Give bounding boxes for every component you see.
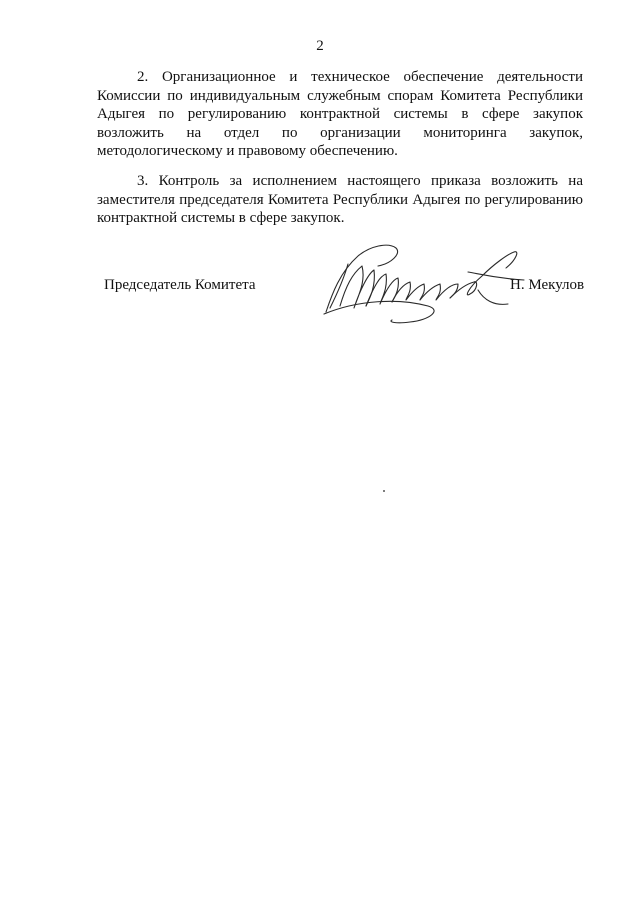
page-number: 2	[316, 38, 324, 54]
signer-title: Председатель Комитета	[104, 277, 256, 293]
signer-name: Н. Мекулов	[510, 277, 585, 293]
scan-speck	[383, 490, 385, 492]
paragraph-3: 3. Контроль за исполнением настоящего приказа возложить на заместителя председателя Комитета Республики Адыгея по регулированию контрактной системы в сфере закупок.	[97, 173, 583, 226]
signature-block	[0, 234, 640, 330]
handwritten-signature	[318, 234, 528, 326]
paragraph-2: 2. Организационное и техническое обеспечение деятельности Комиссии по индивидуальным служебным спорам Комитета Республики Адыгея по регулированию контрактной системы в сфере закупок возложить на отдел по организации мониторинга закупок, методологическому и правовому обеспечению.	[97, 69, 583, 159]
